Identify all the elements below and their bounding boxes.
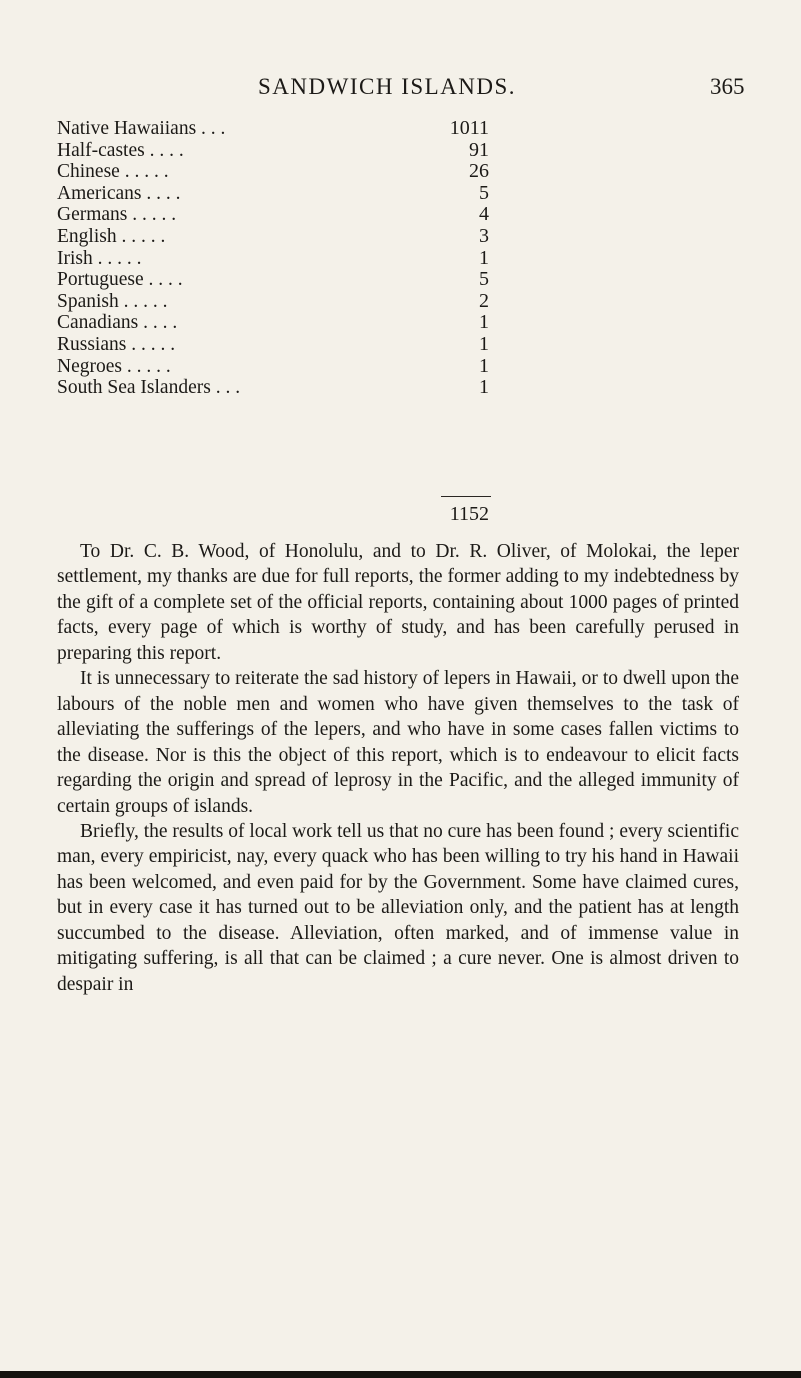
table-total: 1152: [449, 503, 489, 525]
body-text: [57, 539, 739, 997]
leader-dots: . . .: [210, 377, 241, 399]
row-count: 1: [479, 246, 489, 269]
table-row: [57, 118, 489, 140]
leader-dots: . . . . .: [92, 247, 142, 269]
leader-dots: . . . . .: [121, 355, 171, 377]
total-rule: [441, 496, 491, 497]
row-label: Negroes: [57, 355, 122, 377]
row-count: 1: [479, 332, 489, 355]
row-count: 1: [479, 311, 489, 334]
table-row: [57, 334, 489, 356]
row-label: Portuguese: [57, 269, 144, 291]
row-count: 5: [479, 268, 489, 291]
leader-dots: . . . .: [138, 312, 178, 334]
row-label: Spanish: [57, 290, 119, 312]
row-count: 1: [479, 354, 489, 377]
table-row: [57, 140, 489, 162]
row-count: 26: [469, 160, 489, 183]
page-bottom-edge: [0, 1371, 801, 1378]
row-label: South Sea Islanders: [57, 377, 211, 399]
row-count: 1: [479, 376, 489, 399]
page-number: 365: [710, 74, 745, 99]
table-row: [57, 161, 489, 183]
table-row: [57, 291, 489, 313]
row-label: Canadians: [57, 312, 139, 334]
row-label: Russians: [57, 333, 127, 355]
leader-dots: . . . . .: [119, 161, 169, 183]
row-label: Half-castes: [57, 139, 145, 161]
leader-dots: . . . .: [141, 182, 181, 204]
table-row: [57, 377, 489, 399]
population-table: [57, 118, 489, 399]
running-title: SANDWICH ISLANDS.: [258, 74, 517, 99]
table-row: [57, 226, 489, 248]
leader-dots: . . . .: [144, 139, 184, 161]
table-row: [57, 248, 489, 270]
row-count: 4: [479, 203, 489, 226]
leader-dots: . . . . .: [116, 225, 166, 247]
row-label: Chinese: [57, 161, 120, 183]
row-count: 91: [469, 138, 489, 161]
row-count: 3: [479, 224, 489, 247]
row-count: 1011: [449, 117, 489, 139]
row-label: English: [57, 225, 117, 247]
table-row: [57, 183, 489, 205]
paragraph: It is unnecessary to reiterate the sad history of lepers in Hawaii, or to dwell upon the labours of the noble men and women who have given themselves to the task of alleviating the sufferings of the lepers, and who have in some cases fallen victims to the disease. Nor is this the object of this report, which is to endeavour to elicit facts regarding the origin and spread of leprosy in the Pacific, and the alleged immunity of certain groups of islands.: [57, 668, 739, 817]
row-label: Americans: [57, 182, 142, 204]
row-label: Germans: [57, 204, 128, 226]
table-row: [57, 356, 489, 378]
table-row: [57, 204, 489, 226]
page-header: [0, 74, 801, 104]
row-count: 2: [479, 289, 489, 312]
table-row: [57, 312, 489, 334]
row-label: Irish: [57, 247, 93, 269]
leader-dots: . . . . .: [127, 204, 177, 226]
row-label: Native Hawaiians: [57, 118, 197, 139]
row-count: 5: [479, 181, 489, 204]
paragraph: Briefly, the results of local work tell us that no cure has been found ; every scientific man, every empiricist, nay, every quack who has been willing to try his hand in Hawaii has been welcomed, and even paid for by the Government. Some have claimed cures, but in every case it has turned out to be alleviation only, and the patient has at length succumbed to the disease. Alleviation, often marked, and of immense value in mitigating suffering, is all that can be claimed ; a cure never. One is almost driven to despair in: [57, 820, 739, 995]
table-row: [57, 269, 489, 291]
leader-dots: . . . . .: [126, 333, 176, 355]
leader-dots: . . . .: [143, 269, 183, 291]
leader-dots: . . . . .: [118, 290, 168, 312]
paragraph: To Dr. C. B. Wood, of Honolulu, and to Dr. R. Oliver, of Molokai, the leper settlement, my thanks are due for full reports, the former adding to my indebtedness by the gift of a complete set of the official reports, containing about 1000 pages of printed facts, every page of which is worthy of study, and has been carefully perused in preparing this report.: [57, 541, 739, 664]
leader-dots: . . .: [196, 118, 226, 139]
